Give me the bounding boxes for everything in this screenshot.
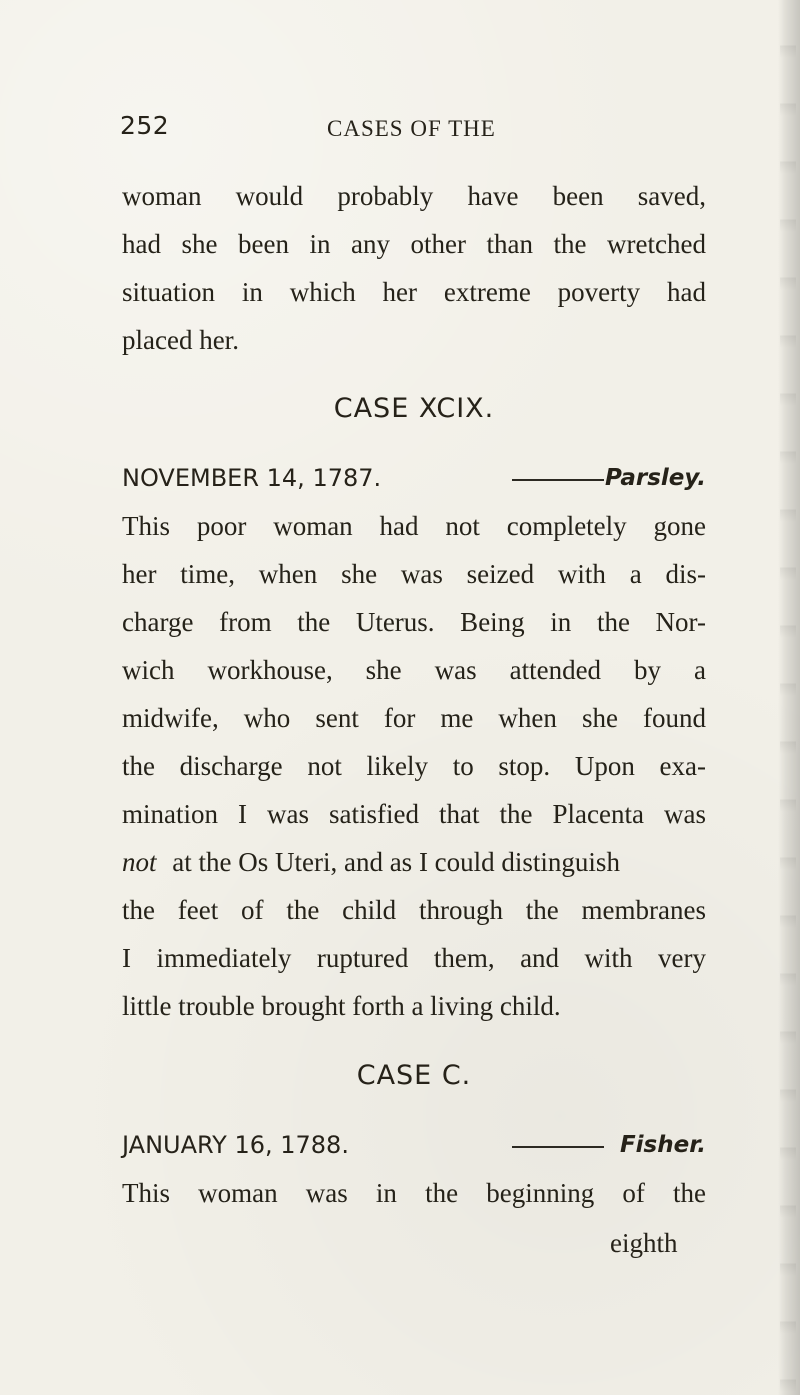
case-xcix-italic-word: not xyxy=(122,847,157,877)
case-c-patient-name: Fisher. xyxy=(619,1132,706,1158)
case-xcix-dash xyxy=(512,479,604,481)
body-line-4: placed her. xyxy=(122,325,239,355)
case-xcix-line-5: midwife, who sent for me when she found xyxy=(122,703,706,733)
case-xcix-date: NOVEMBER 14, 1787. xyxy=(122,464,382,492)
body-line-2: had she been in any other than the wretched xyxy=(122,229,706,259)
page-number: 252 xyxy=(120,111,170,140)
case-xcix-line-3: charge from the Uterus. Being in the Nor- xyxy=(122,607,706,637)
case-xcix-patient-name: Parsley. xyxy=(604,465,706,491)
case-xcix-dateline xyxy=(122,463,706,493)
case-xcix-line-6: the discharge not likely to stop. Upon exa- xyxy=(122,751,706,781)
case-xcix-line-1: This poor woman had not completely gone xyxy=(122,511,706,541)
case-xcix-line-2: her time, when she was seized with a dis- xyxy=(122,559,706,589)
case-c-dateline xyxy=(122,1130,706,1160)
case-c-date: JANUARY 16, 1788. xyxy=(122,1131,349,1159)
case-xcix-line-8 xyxy=(122,847,706,877)
case-xcix-line-4: wich workhouse, she was attended by a xyxy=(122,655,706,685)
case-xcix-line-9: the feet of the child through the membranes xyxy=(122,895,706,925)
body-line-1: woman would probably have been saved, xyxy=(122,181,706,211)
page-edge-texture xyxy=(780,0,796,1395)
case-xcix-line-10: I immediately ruptured them, and with very xyxy=(122,943,706,973)
case-heading-c: CASE C. xyxy=(356,1060,472,1091)
case-heading-xcix: CASE XCIX. xyxy=(333,393,495,424)
body-line-3: situation in which her extreme poverty had xyxy=(122,277,706,307)
case-xcix-line-8-text: at the Os Uteri, and as I could distinguish xyxy=(172,847,620,877)
case-c-line-1: This woman was in the beginning of the xyxy=(122,1178,706,1208)
case-c-dash xyxy=(512,1146,604,1148)
running-title: CASES OF THE xyxy=(327,116,496,141)
catchword: eighth xyxy=(610,1228,678,1258)
case-xcix-line-7: mination I was satisfied that the Placenta was xyxy=(122,799,706,829)
case-xcix-line-11: little trouble brought forth a living child. xyxy=(122,991,561,1021)
